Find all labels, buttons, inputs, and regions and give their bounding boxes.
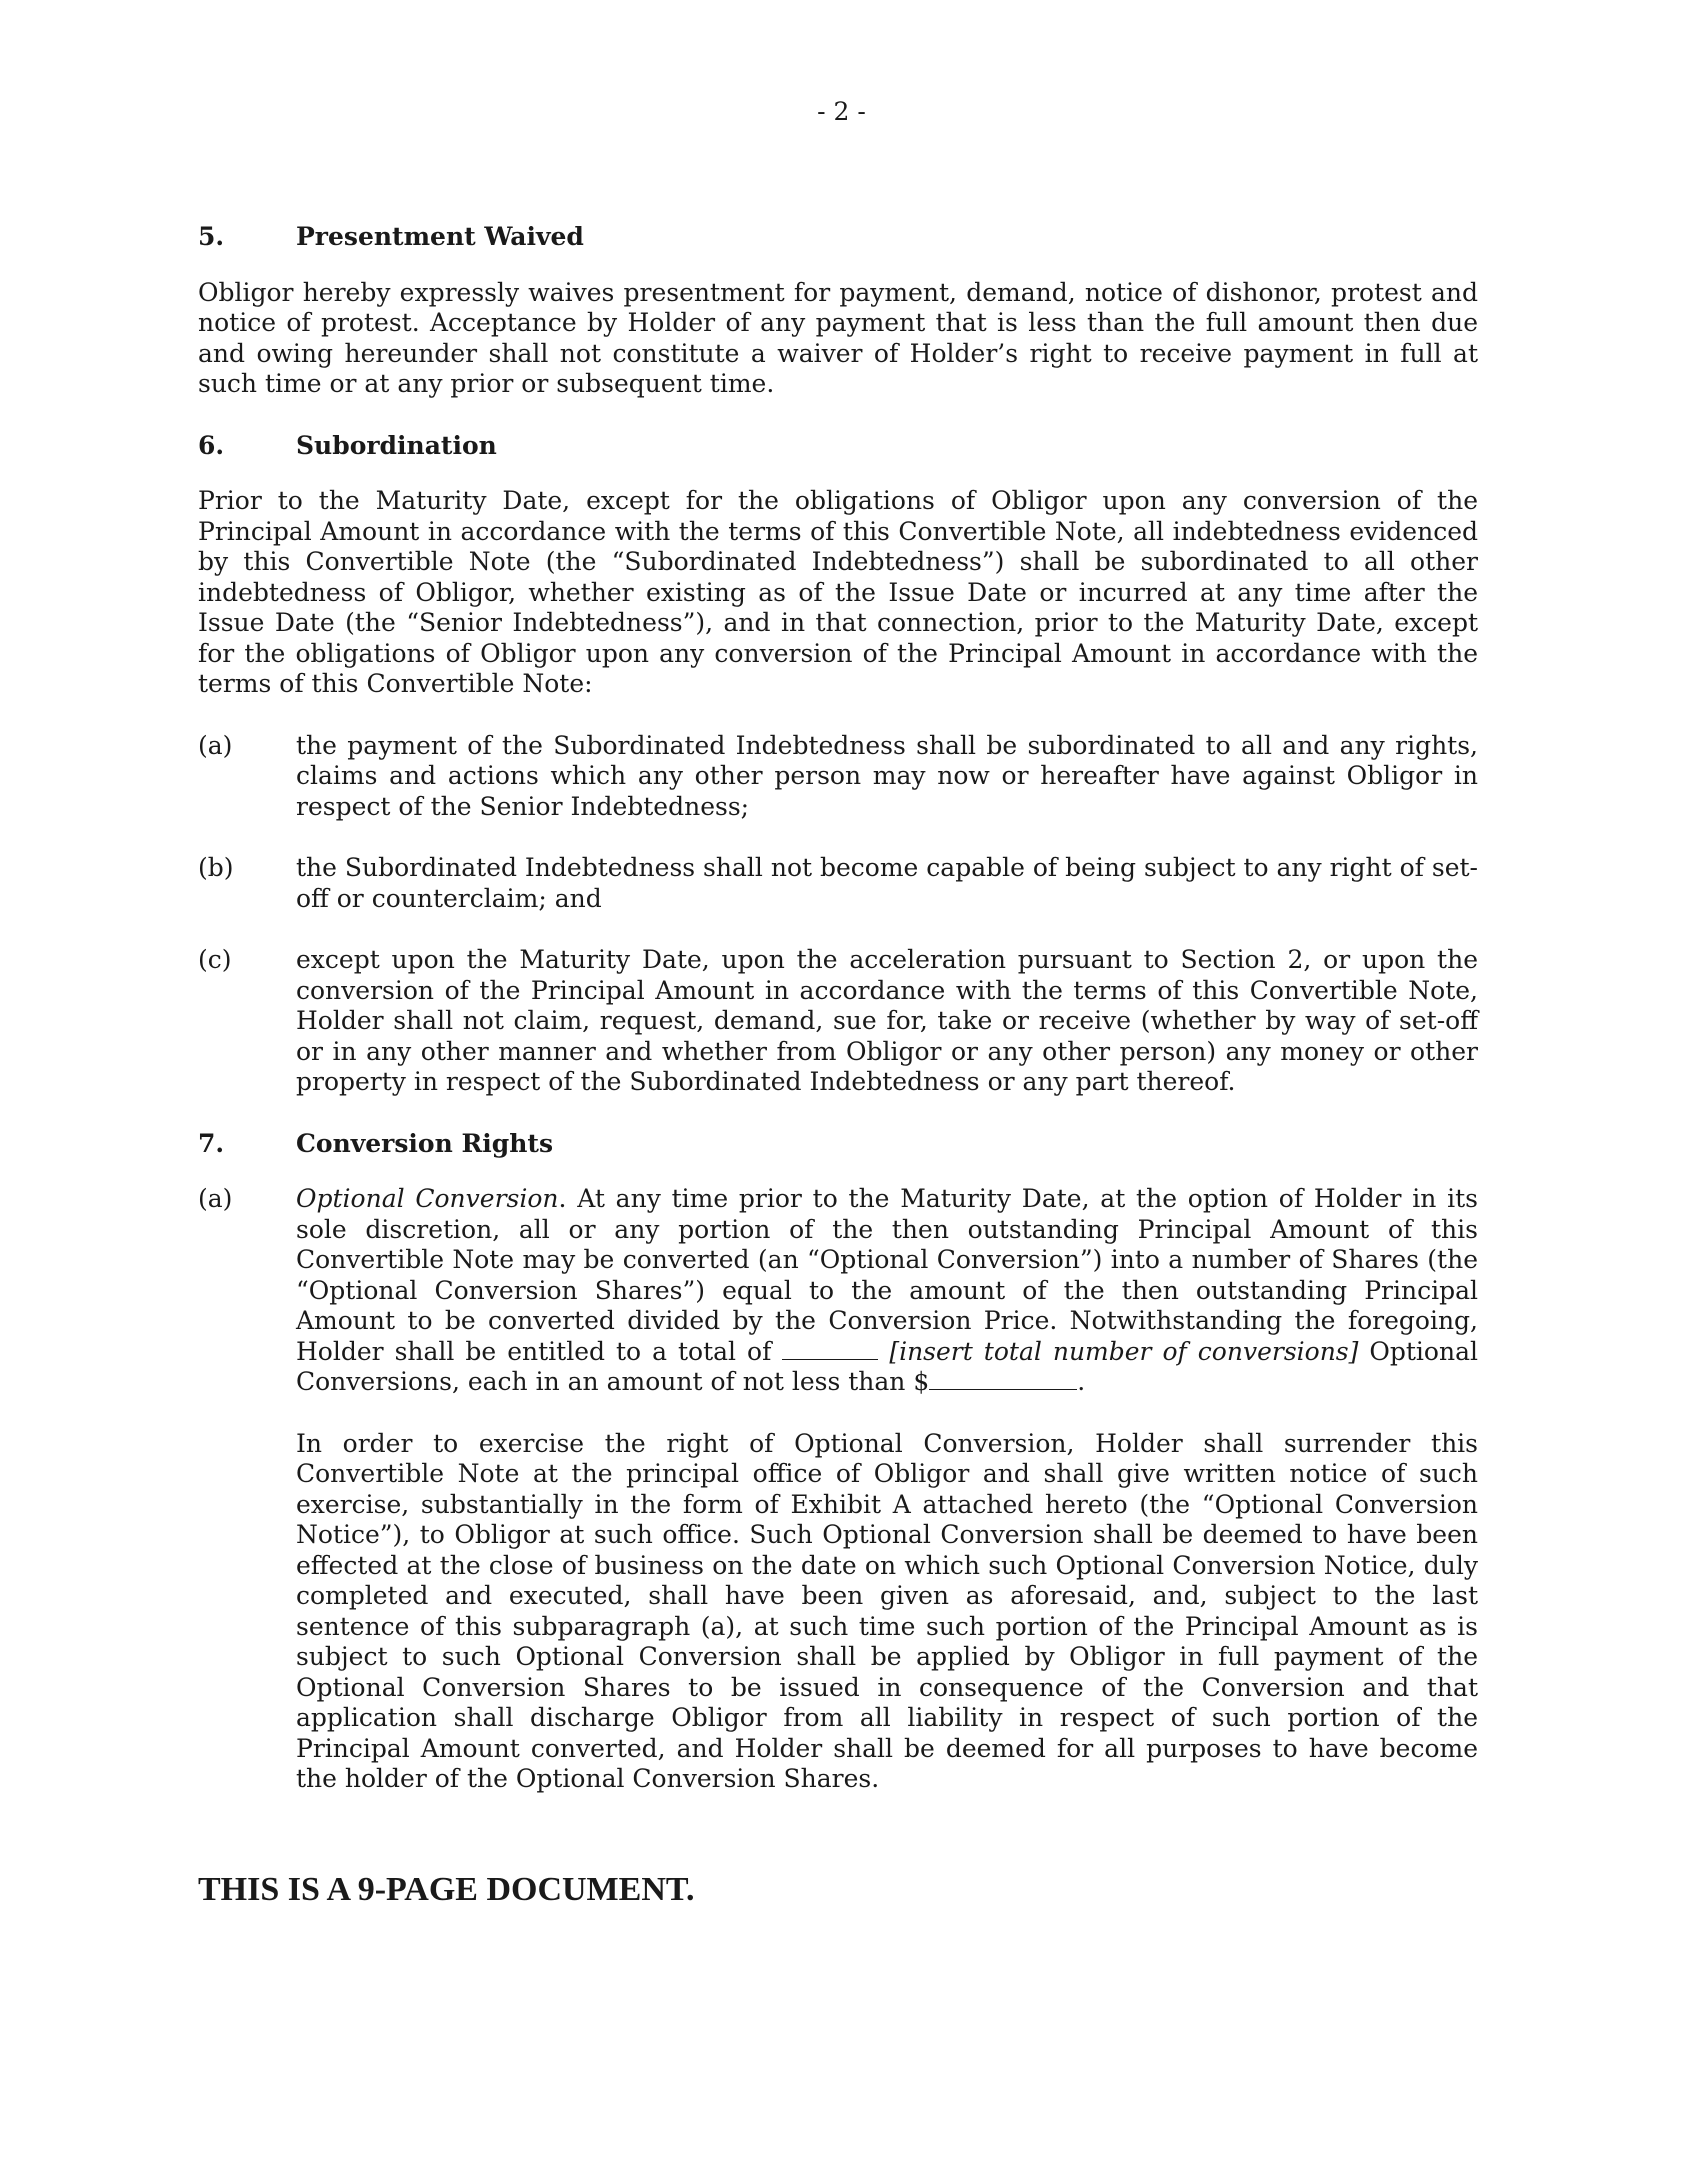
item-label: (b): [198, 853, 234, 882]
section-6-number: 6.: [198, 430, 225, 460]
section-6-item-a: [198, 731, 1478, 823]
section-6-body: Prior to the Maturity Date, except for the obligations of Obligor upon any conversion of the Principal Amount in accordance with the terms of this Convertible Note, all indebtedness evidenced by this Convertible Note (the “Subordinated Indebtedness”) shall be subordinated to all other indebtedness of Obligor, whether existing as of the Issue Date or incurred at any time after the Issue Date (the “Senior Indebtedness”), and in that connection, prior to the Maturity Date, except for the obligations of Obligor upon any conversion of the Principal Amount in accordance with the terms of this Convertible Note:: [198, 486, 1478, 698]
section-5-body: Obligor hereby expressly waives presentment for payment, demand, notice of dishonor, protest and notice of protest. Acceptance by Holder of any payment that is less than the full amount then due and owing hereunder shall not constitute a waiver of Holder’s right to receive payment in full at such time or at any prior or subsequent time.: [198, 277, 1478, 398]
section-7-number: 7.: [198, 1128, 225, 1158]
section-7-title: Conversion Rights: [296, 1128, 554, 1158]
section-6-heading: [198, 431, 1478, 462]
section-7-item-a: [198, 1184, 1478, 1398]
item-a-text-1: . At any time prior to the Maturity Date, at the option of Holder in its sole discretion, all or any portion of the then outstanding Principal Amount of this Convertible Note may be converted (an “Optional Conversion”) into a number of Shares (the “Optional Conversion Shares”) equal to the amount of the then outstanding Principal Amount to be converted divided by the Conversion Price. Notwithstanding the foregoing, Holder shall be entitled to a total of: [296, 1184, 1479, 1366]
section-7-heading: [198, 1129, 1478, 1160]
page-number: - 2 -: [817, 97, 866, 126]
item-text: [296, 1184, 1478, 1398]
section-7-follow-on: In order to exercise the right of Optional Conversion, Holder shall surrender this Convertible Note at the principal office of Obligor and shall give written notice of such exercise, substantially in the form of Exhibit A attached hereto (the “Optional Conversion Notice”), to Obligor at such office. Such Optional Conversion shall be deemed to have been effected at the close of business on the date on which such Optional Conversion Notice, duly completed and executed, shall have been given as aforesaid, and, subject to the last sentence of this subparagraph (a), at such time such portion of the Principal Amount as is subject to such Optional Conversion shall be applied by Obligor in full payment of the Optional Conversion Shares to be issued in consequence of the Conversion and that application shall discharge Obligor from all liability in respect of such portion of the Principal Amount converted, and Holder shall be deemed for all purposes to have become the holder of the Optional Conversion Shares.: [296, 1428, 1478, 1793]
section-6-item-b: [198, 853, 1478, 914]
item-a-text-2: Optional Conversions, each in an amount of not less than $: [296, 1336, 1478, 1396]
minimum-amount-blank: [929, 1367, 1077, 1390]
section-5-heading: [198, 222, 1478, 253]
item-a-text-3: .: [1077, 1367, 1086, 1396]
item-label: (a): [198, 1184, 233, 1213]
optional-conversion-lead: Optional Conversion: [296, 1184, 559, 1213]
section-6-item-c: [198, 945, 1478, 1098]
page-count-notice: THIS IS A 9-PAGE DOCUMENT.: [198, 1871, 695, 1908]
section-5-title: Presentment Waived: [296, 222, 584, 251]
item-text: the Subordinated Indebtedness shall not become capable of being subject to any right of set-off or counterclaim; and: [296, 853, 1478, 913]
conversions-count-blank: [782, 1337, 878, 1360]
section-6-title: Subordination: [296, 430, 497, 460]
item-text: except upon the Maturity Date, upon the acceleration pursuant to Section 2, or upon the conversion of the Principal Amount in accordance with the terms of this Convertible Note, Holder shall not claim, request, demand, sue for, take or receive (whether by way of set-off or in any other manner and whether from Obligor or any other person) any money or other property in respect of the Subordinated Indebtedness or any part thereof.: [296, 945, 1478, 1096]
item-label: (c): [198, 945, 232, 974]
section-5-number: 5.: [198, 222, 225, 251]
instruction-note: [insert total number of conversions]: [889, 1336, 1359, 1366]
item-text: the payment of the Subordinated Indebtedness shall be subordinated to all and any rights, claims and actions which any other person may now or hereafter have against Obligor in respect of the Senior Indebtedness;: [296, 730, 1478, 821]
document-body: [198, 222, 1478, 1826]
item-label: (a): [198, 730, 233, 760]
